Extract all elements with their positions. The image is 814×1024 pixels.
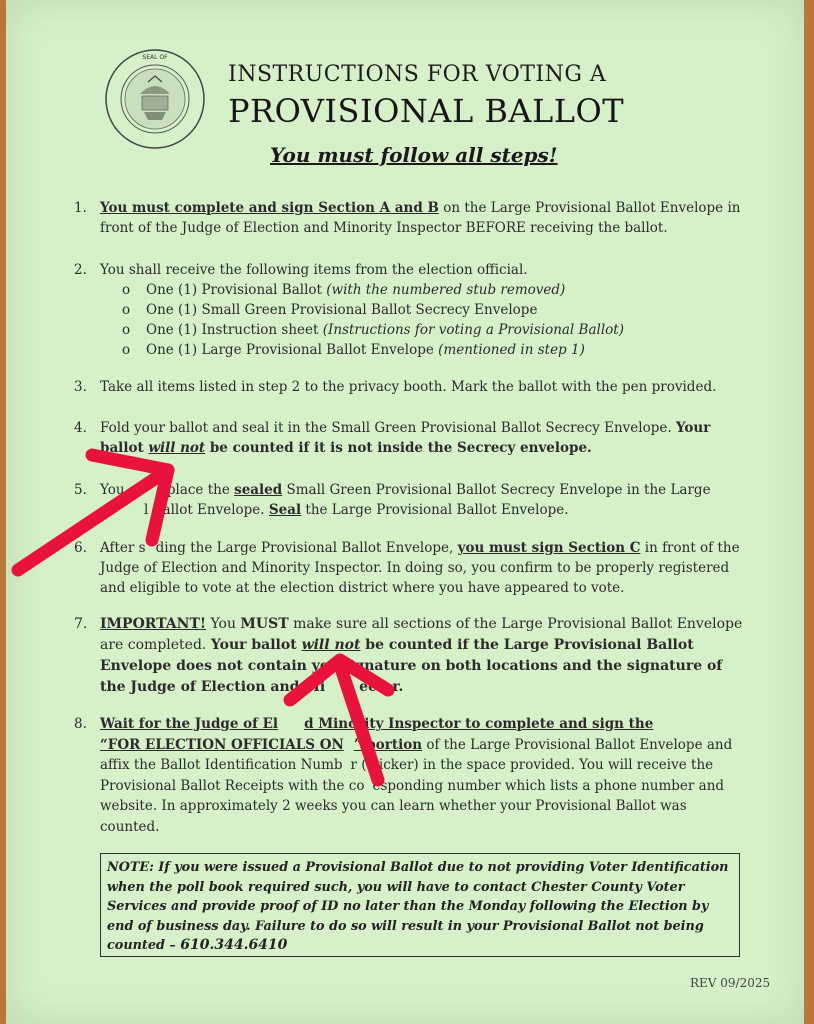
list-item: o One (1) Provisional Ballot (with the numbered stub removed)	[122, 282, 566, 298]
list-item: o One (1) Small Green Provisional Ballot Secrecy Envelope	[122, 302, 538, 318]
step-number: 7.	[74, 616, 88, 632]
step-4: 4. Fold your ballot and seal it in the Small Green Provisional Ballot Secrecy Envelope. Your ballot will not be counted if it is not inside the Secrecy envelope.	[74, 420, 711, 456]
step-number: 8.	[74, 716, 87, 732]
step-3	[74, 377, 744, 397]
county-seal-icon	[104, 48, 206, 150]
revision-label: REV 09/2025	[690, 976, 771, 990]
phone-number: 610.344.6410	[180, 937, 288, 953]
list-item: o One (1) Instruction sheet (Instructions for voting a Provisional Ballot)	[122, 322, 624, 338]
step-3-text: Take all items listed in step 2 to the privacy booth. Mark the ballot with the pen provided.	[100, 379, 717, 395]
step-number: 5.	[74, 482, 87, 498]
step-2	[74, 260, 744, 360]
title-line-2: PROVISIONAL BALLOT	[228, 92, 625, 130]
svg-text:SEAL OF: SEAL OF	[142, 54, 168, 61]
title-line-1: INSTRUCTIONS FOR VOTING A	[228, 62, 607, 87]
step-7: 7. IMPORTANT! You MUST make sure all sections of the Large Provisional Ballot Envelope are completed. Your ballot will not be counted if the Large Provisional Ballot Envelope does not contain yo signature on both locations and the signature of the Judge of Election and Mi ector.	[74, 616, 743, 695]
will-not-emphasis: will not	[148, 440, 206, 456]
step-number: 2.	[74, 262, 87, 278]
instruction-sheet	[6, 0, 804, 1024]
subtitle: You must follow all steps!	[270, 143, 558, 167]
note-box	[100, 853, 740, 957]
step-1-text: on the Large Provisional Ballot Envelope in front of the Judge of Election and Minority Inspector BEFORE receiving the ballot.	[100, 200, 741, 236]
items-list	[100, 280, 744, 360]
note-text: NOTE: If you were issued a Provisional Ballot due to not providing Voter Identification when the poll book required such, you will have to contact Chester County Voter Services and provide proof of ID no later than the Monday following the Election by end of business day. Failure to do so will result in your Provisional Ballot not being counted –	[107, 860, 729, 953]
step-6: 6. After s ding the Large Provisional Ballot Envelope, you must sign Section C in front of the Judge of Election and Minority Inspector. In doing so, you confirm to be properly registered and eligible to vote at the election district where you have appeared to vote.	[74, 540, 740, 596]
step-number: 6.	[74, 540, 87, 556]
step-2-text: You shall receive the following items from the election official.	[100, 262, 528, 278]
step-number: 1.	[74, 200, 87, 216]
step-number: 3.	[74, 379, 87, 395]
step-1-lead: You must complete and sign Section A and B	[100, 200, 439, 216]
step-8: 8. Wait for the Judge of El d Minority Inspector to complete and sign the “FOR ELECTION OFFICIALS ON ” portion of the Large Provisional Ballot Envelope and affix the Ballot Identification Numb r (sticker) in the space provided. You will receive the Provisional Ballot Receipts with the co esponding number which lists a phone number and website. In approximately 2 weeks you can learn whether your Provisional Ballot was counted.	[74, 716, 733, 835]
step-5: 5. You place the sealed Small Green Provisional Ballot Secrecy Envelope in the Large l Ballot Envelope. Seal the Large Provisional Ballot Envelope.	[74, 482, 711, 518]
step-1	[74, 198, 744, 238]
list-item: o One (1) Large Provisional Ballot Envelope (mentioned in step 1)	[122, 342, 585, 358]
step-number: 4.	[74, 420, 87, 436]
